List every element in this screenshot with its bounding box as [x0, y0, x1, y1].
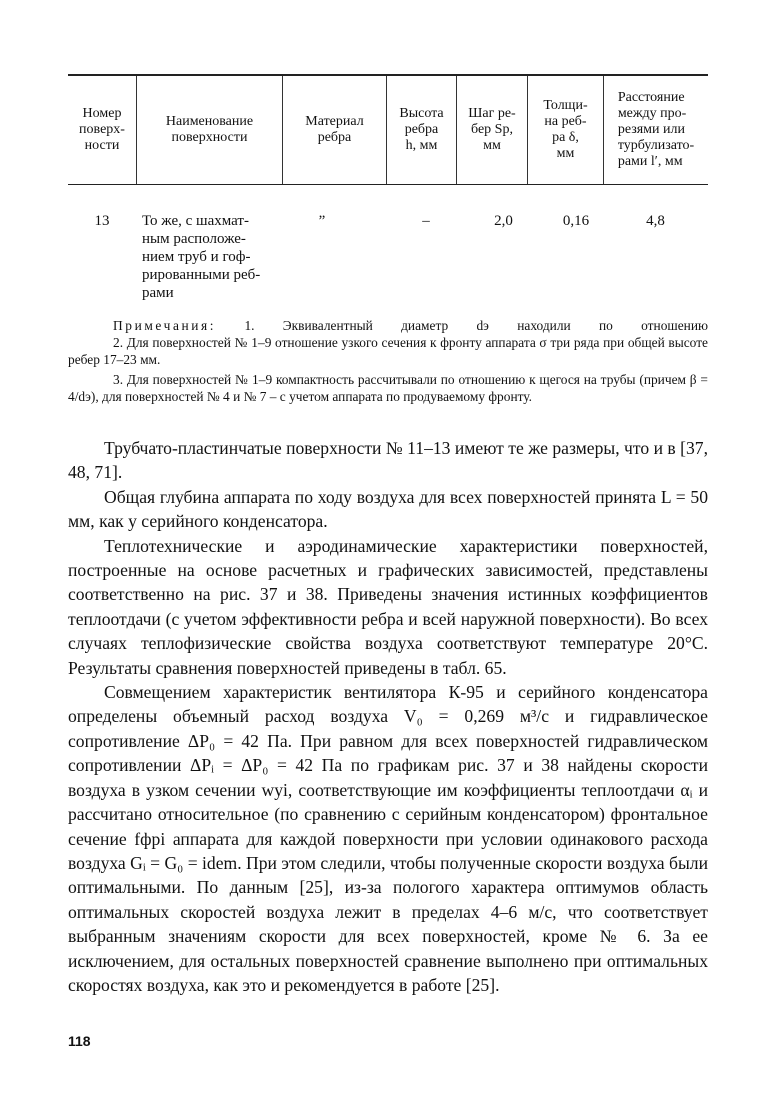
- paragraph-4: Совмещением характеристик вентилятора К-95 и серийного конденсатора определены объемный расход воздуха V₀ = 0,269 м³/с и гидравлическое сопротивление ΔP₀ = 42 Па. При равном для всех поверхностей гидравлическом сопротивлении ΔPᵢ = ΔP₀ = 42 Па по графикам рис. 37 и 38 найдены скорости воздуха в узком сечении wyi, соответствующие им коэффициенты теплоотдачи αᵢ и рассчитано относительное (по сравнению с серийным конденсатором) фронтальное сечение fфрi аппарата для каждой поверхности при условии одинакового расхода воздуха Gᵢ = G₀ = idem. При этом следили, чтобы полученные скорости воздуха были оптимальными. По данным [25], из-за пологого характера оптимумов область оптимальных скоростей воздуха лежит в пределах 4–6 м/с, что соответствует выбранным значениям скорости для всех поверхностей, кроме № 6. За ее исключением, для остальных поверхностей сравнение выполнено при оптимальных скоростях воздуха, как это и рекомендуется в работе [25].: [68, 682, 708, 995]
- body-text: [68, 436, 708, 997]
- page-number: 118: [68, 1033, 91, 1049]
- header-thickness: Толщи- на реб- ра δ, мм: [527, 76, 603, 184]
- note-1: Примечания: 1. Эквивалентный диаметр dэ находили по отношению: [113, 318, 708, 333]
- header-height: Высота ребра h, мм: [386, 76, 456, 184]
- cell-height: –: [422, 213, 430, 229]
- note-3: 3. Для поверхностей № 1–9 компактность рассчитывали по отношению к щегося на трубы (причем β = 4/dэ), для поверхностей № 4 и № 7 – с учетом аппарата по продуваемому фронту.: [68, 372, 708, 404]
- header-material: Материал ребра: [282, 76, 386, 184]
- cell-thickness: 0,16: [562, 213, 590, 229]
- cell-name: То же, с шахмат- ным расположе- нием труб и гоф- рированными реб- рами: [142, 213, 261, 301]
- paragraph-1: Трубчато-пластинчатые поверхности № 11–13 имеют те же размеры, что и в [37, 48, 71].: [68, 438, 708, 483]
- table-notes: [68, 317, 708, 334]
- cell-distance: 4,8: [646, 213, 665, 229]
- paragraph-2: Общая глубина аппарата по ходу воздуха для всех поверхностей принята L = 50 мм, как у серийного конденсатора.: [68, 486, 708, 532]
- notes-label: Примечания:: [113, 318, 217, 333]
- note-2: 2. Для поверхностей № 1–9 отношение узкого сечения к фронту аппарата σ три ряда при общей высоте ребер 17–23 мм.: [68, 335, 708, 367]
- cell-material: ”: [318, 213, 326, 229]
- header-distance: Расстояние между про- резями или турбулизато- рами l′, мм: [603, 76, 708, 184]
- header-pitch: Шаг ре- бер Sр, мм: [456, 76, 527, 184]
- table-header-rule: [68, 184, 708, 185]
- header-number: Номер поверх- ности: [79, 106, 125, 153]
- cell-pitch: 2,0: [494, 213, 513, 229]
- header-name: Наименование поверхности: [136, 76, 282, 184]
- cell-number: 13: [94, 213, 110, 229]
- paragraph-3: Теплотехнические и аэродинамические характеристики поверхностей, построенные на основе расчетных и графических зависимостей, представлены соответственно на рис. 37 и 38. Приведены значения истинных коэффициентов теплоотдачи (с учетом эффективности ребра и всей наружной поверхности). Во всех случаях теплофизические свойства воздуха соответствуют температуре 20°С. Результаты сравнения поверхностей приведены в табл. 65.: [68, 535, 708, 678]
